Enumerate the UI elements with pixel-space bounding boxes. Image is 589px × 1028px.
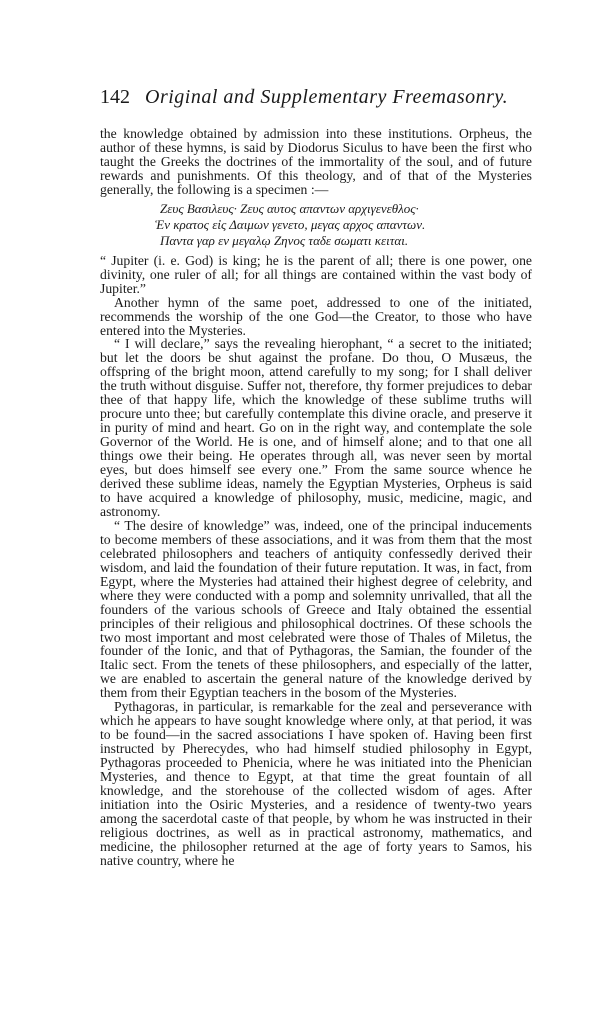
page-header bbox=[100, 86, 530, 110]
paragraph-hierophant: “ I will declare,” says the revealing hierophant, “ a secret to the initiated; but let the doors be shut against the profane. Do thou, O Musæus, the offspring of the bright moon, attend carefully to my song; for I shall deliver the truth without disguise. Suffer not, therefore, thy former prejudices to debar thee of that happy life, which the knowledge of these sublime truths will procure unto thee; but carefully contemplate this divine oracle, and preserve it in purity of mind and heart. Go on in the right way, and contemplate the sole Governor of the World. He is one, and of himself alone; and to that one all things owe their being. He operates through all, was never seen by mortal eyes, but does himself see every one.” From the same source whence he derived these sublime ideas, namely the Egyptian Mysteries, Orpheus is said to have acquired a knowledge of philosophy, music, medicine, magic, and astronomy. bbox=[100, 336, 532, 519]
greek-verse-line-3: Παντα γαρ εν μεγαλῳ Ζηνος ταδε σωματι κειται. bbox=[160, 232, 409, 248]
greek-verse-line-1: Ζευς Βασιλευς· Ζευς αυτος απαντων αρχιγενεθλος· bbox=[160, 200, 419, 216]
paragraph-orpheus: the knowledge obtained by admission into these institutions. Orpheus, the author of these hymns, is said by Diodorus Siculus to have been the first who taught the Greeks the doctrines of the immortality of the soul, and of future rewards and punishments. Of this theology, and of that of the Mysteries generally, the following is a specimen :— bbox=[100, 126, 532, 197]
running-title: Original and Supplementary Freemasonry. bbox=[145, 86, 509, 108]
greek-verse-line-2: Ἑν κρατος εἰς Δαιμων γενετο, μεγας αρχος απαντων. bbox=[155, 216, 426, 232]
paragraph-another-hymn: Another hymn of the same poet, addressed to one of the initiated, recommends the worship of the one God—the Creator, to those who have entered into the Mysteries. bbox=[100, 294, 532, 338]
page-number: 142 bbox=[100, 86, 130, 108]
paragraph-translation: “ Jupiter (i. e. God) is king; he is the parent of all; there is one power, one divinity, one ruler of all; for all things are contained within the vast body of Jupiter.” bbox=[100, 252, 532, 296]
greek-verse bbox=[155, 200, 532, 249]
body-text bbox=[100, 127, 532, 868]
paragraph-pythagoras: Pythagoras, in particular, is remarkable for the zeal and perseverance with which he appears to have sought knowledge where only, at that period, it was to be found—in the sacred associations I have spoken of. Having been first instructed by Pherecydes, who had himself studied philosophy in Egypt, Pythagoras proceeded to Phenicia, where he was initiated into the Phenician Mysteries, and thence to Egypt, at that time the great fountain of all knowledge, and the storehouse of the collected wisdom of ages. After initiation into the Osiric Mysteries, and a residence of twenty-two years among the sacerdotal caste of that people, by whom he was instructed in their religious doctrines, as well as in practical astronomy, mathematics, and medicine, the philosopher returned at the age of forty years to Samos, his native country, where he bbox=[100, 699, 532, 868]
paragraph-desire-of-knowledge: “ The desire of knowledge” was, indeed, one of the principal inducements to become members of these associations, and it was from them that the most celebrated philosophers and teachers of antiquity confessedly derived their wisdom, and laid the foundation of their future reputation. It was, in fact, from Egypt, where the Mysteries had attained their highest degree of celebrity, and where they were conducted with a pomp and solemnity unrivalled, that all the founders of the various schools of Greece and Italy obtained the essential principles of their religious and philosophical doctrines. Of these schools the two most important and most celebrated were those of Thales of Miletus, the founder of the Ionic, and that of Pythagoras, the Samian, the founder of the Italic sect. From the tenets of these philosophers, and especially of the latter, we are enabled to ascertain the general nature of the knowledge derived by them from their Egyptian teachers in the bosom of the Mysteries. bbox=[100, 517, 532, 701]
